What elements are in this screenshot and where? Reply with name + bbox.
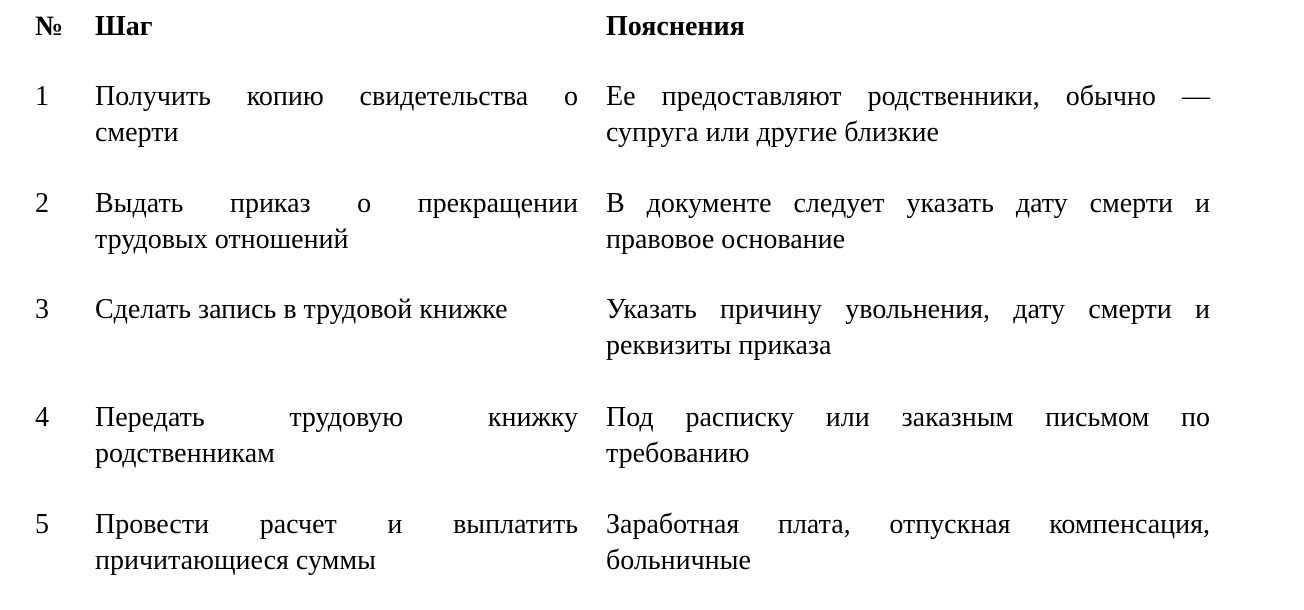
header-step: Шаг: [95, 11, 153, 42]
row-num: 4: [35, 402, 49, 433]
row-note: В документе следует указать дату смерти и правовое основание: [606, 188, 1210, 255]
row-step: Получить копию свидетельства о смерти: [95, 81, 578, 148]
row-num: 3: [35, 294, 49, 325]
header-num: №: [35, 11, 64, 42]
header-note: Пояснения: [606, 11, 745, 42]
row-step: Сделать запись в трудовой книжке: [95, 294, 508, 325]
row-note: Указать причину увольнения, дату смерти и реквизиты приказа: [606, 294, 1210, 361]
row-step: Выдать приказ о прекращении трудовых отношений: [95, 188, 578, 255]
row-note: Под расписку или заказным письмом по требованию: [606, 402, 1210, 469]
row-step: Провести расчет и выплатить причитающиеся суммы: [95, 509, 578, 576]
row-note: Заработная плата, отпускная компенсация, больничные: [606, 509, 1210, 576]
row-num: 5: [35, 509, 49, 540]
row-step: Передать трудовую книжку родственникам: [95, 402, 578, 469]
row-note: Ее предоставляют родственники, обычно — супруга или другие близкие: [606, 81, 1210, 148]
row-num: 2: [35, 188, 49, 219]
row-num: 1: [35, 81, 49, 112]
